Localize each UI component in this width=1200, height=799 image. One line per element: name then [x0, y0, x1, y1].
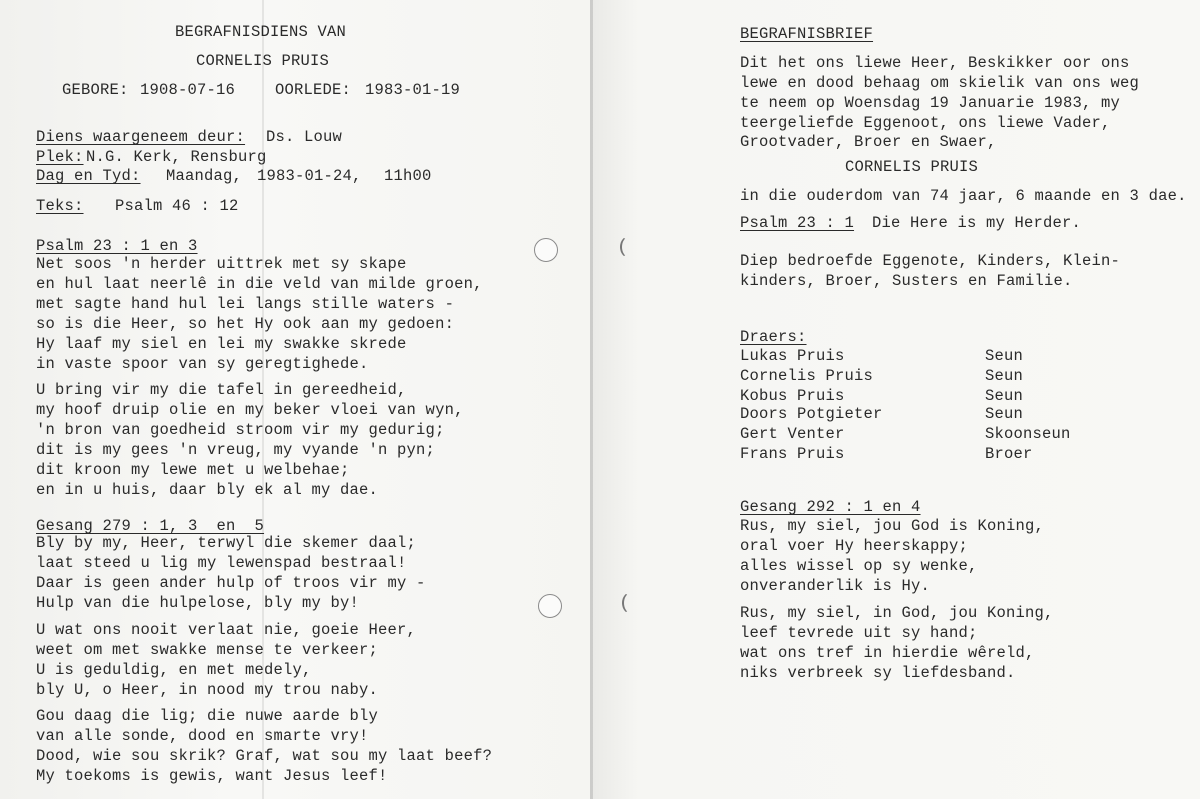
gesang279-line: weet om met swakke mense te verkeer; — [36, 641, 379, 659]
gesang292-line: alles wissel op sy wenke, — [740, 557, 978, 575]
punch-hole — [534, 238, 558, 262]
psalm23-line: so is die Heer, so het Hy ook aan my gedoen: — [36, 315, 455, 333]
service-date: 1983-01-24, — [257, 167, 362, 185]
notice-heading: BEGRAFNISBRIEF — [740, 25, 874, 43]
gesang292-line: oral voer Hy heerskappy; — [740, 537, 969, 555]
bearer-relation: Seun — [985, 367, 1024, 385]
page-divider — [590, 0, 593, 799]
notice-line: teergeliefde Eggenoot, ons liewe Vader, — [740, 114, 1111, 132]
notice-name: CORNELIS PRUIS — [845, 158, 979, 176]
bearer-name: Cornelis Pruis — [740, 367, 874, 385]
notice-line: Dit het ons liewe Heer, Beskikker oor ons — [740, 54, 1130, 72]
gesang279-line: Bly by my, Heer, terwyl die skemer daal; — [36, 534, 417, 552]
gesang292-line: Rus, my siel, jou God is Koning, — [740, 517, 1045, 535]
bearer-relation: Skoonseun — [985, 425, 1071, 443]
notice-line: lewe en dood behaag om skielik van ons weg — [740, 74, 1140, 92]
bearer-relation: Seun — [985, 387, 1024, 405]
psalm23-line: my hoof druip olie en my beker vloei van wyn, — [36, 401, 464, 419]
gesang279-line: laat steed u lig my lewenspad bestraal! — [36, 554, 407, 572]
punch-hole — [538, 594, 562, 618]
service-day: Maandag, — [166, 167, 243, 185]
psalm23-line: dit is my gees 'n vreug, my vyande 'n pyn; — [36, 441, 436, 459]
bearer-name: Gert Venter — [740, 425, 845, 443]
bearer-name: Frans Pruis — [740, 445, 845, 463]
psalm23-line: en in u huis, daar bly ek al my dae. — [36, 481, 379, 499]
service-time: 11h00 — [384, 167, 432, 185]
gesang279-line: bly U, o Heer, in nood my trou naby. — [36, 681, 379, 699]
gesang292-line: niks verbreek sy liefdesband. — [740, 664, 1016, 682]
bearer-relation: Seun — [985, 347, 1024, 365]
psalm-text: Die Here is my Herder. — [872, 214, 1082, 232]
born-date: 1908-07-16 — [140, 81, 236, 99]
datetime-label: Dag en Tyd: — [36, 167, 141, 185]
text-value: Psalm 46 : 12 — [115, 197, 239, 215]
deceased-name: CORNELIS PRUIS — [196, 52, 330, 70]
bearers-heading: Draers: — [740, 328, 807, 346]
bearer-relation: Broer — [985, 445, 1033, 463]
gesang279-line: van alle sonde, dood en smarte vry! — [36, 727, 369, 745]
age-line: in die ouderdom van 74 jaar, 6 maande en 3 dae. — [740, 187, 1187, 205]
psalm23-line: in vaste spoor van sy geregtighede. — [36, 355, 369, 373]
gesang292-line: wat ons tref in hierdie wêreld, — [740, 644, 1035, 662]
gesang279-line: Daar is geen ander hulp of troos vir my - — [36, 574, 426, 592]
died-date: 1983-01-19 — [365, 81, 461, 99]
gesang292-heading: Gesang 292 : 1 en 4 — [740, 498, 921, 516]
notice-line: Grootvader, Broer en Swaer, — [740, 133, 997, 151]
psalm23-line: Net soos 'n herder uittrek met sy skape — [36, 255, 407, 273]
gesang279-line: U wat ons nooit verlaat nie, goeie Heer, — [36, 621, 417, 639]
gesang279-line: Dood, wie sou skrik? Graf, wat sou my laat beef? — [36, 747, 493, 765]
psalm23-heading: Psalm 23 : 1 en 3 — [36, 237, 198, 255]
psalm23-line: Hy laaf my siel en lei my swakke skrede — [36, 335, 407, 353]
gesang292-line: Rus, my siel, in God, jou Koning, — [740, 604, 1054, 622]
psalm23-line: en hul laat neerlê in die veld van milde groen, — [36, 275, 483, 293]
punch-hole-shadow — [622, 592, 640, 614]
psalm23-line: 'n bron van goedheid stroom vir my gedurig; — [36, 421, 445, 439]
bearer-relation: Seun — [985, 405, 1024, 423]
mourners-line: Diep bedroefde Eggenote, Kinders, Klein- — [740, 252, 1121, 270]
mourners-line: kinders, Broer, Susters en Familie. — [740, 272, 1073, 290]
psalm23-line: met sagte hand hul lei langs stille waters - — [36, 295, 455, 313]
bearer-name: Kobus Pruis — [740, 387, 845, 405]
psalm23-line: U bring vir my die tafel in gereedheid, — [36, 381, 407, 399]
place-value: N.G. Kerk, Rensburg — [86, 148, 267, 166]
service-title: BEGRAFNISDIENS VAN — [175, 23, 347, 41]
place-label: Plek: — [36, 148, 84, 166]
died-label: OORLEDE: — [275, 81, 352, 99]
gesang292-line: leef tevrede uit sy hand; — [740, 624, 978, 642]
text-label: Teks: — [36, 197, 84, 215]
gesang279-line: Hulp van die hulpelose, bly my by! — [36, 594, 360, 612]
gesang279-line: My toekoms is gewis, want Jesus leef! — [36, 767, 388, 785]
psalm23-line: dit kroon my lewe met u welbehae; — [36, 461, 350, 479]
born-label: GEBORE: — [62, 81, 129, 99]
gesang292-line: onveranderlik is Hy. — [740, 577, 931, 595]
conducted-value: Ds. Louw — [266, 128, 343, 146]
bearer-name: Doors Potgieter — [740, 405, 883, 423]
notice-line: te neem op Woensdag 19 Januarie 1983, my — [740, 94, 1121, 112]
gesang279-heading: Gesang 279 : 1, 3 en 5 — [36, 517, 265, 535]
bearer-name: Lukas Pruis — [740, 347, 845, 365]
gesang279-line: U is geduldig, en met medely, — [36, 661, 312, 679]
punch-hole-shadow — [620, 236, 638, 258]
conducted-label: Diens waargeneem deur: — [36, 128, 246, 146]
gesang279-line: Gou daag die lig; die nuwe aarde bly — [36, 707, 379, 725]
psalm-reference: Psalm 23 : 1 — [740, 214, 855, 232]
